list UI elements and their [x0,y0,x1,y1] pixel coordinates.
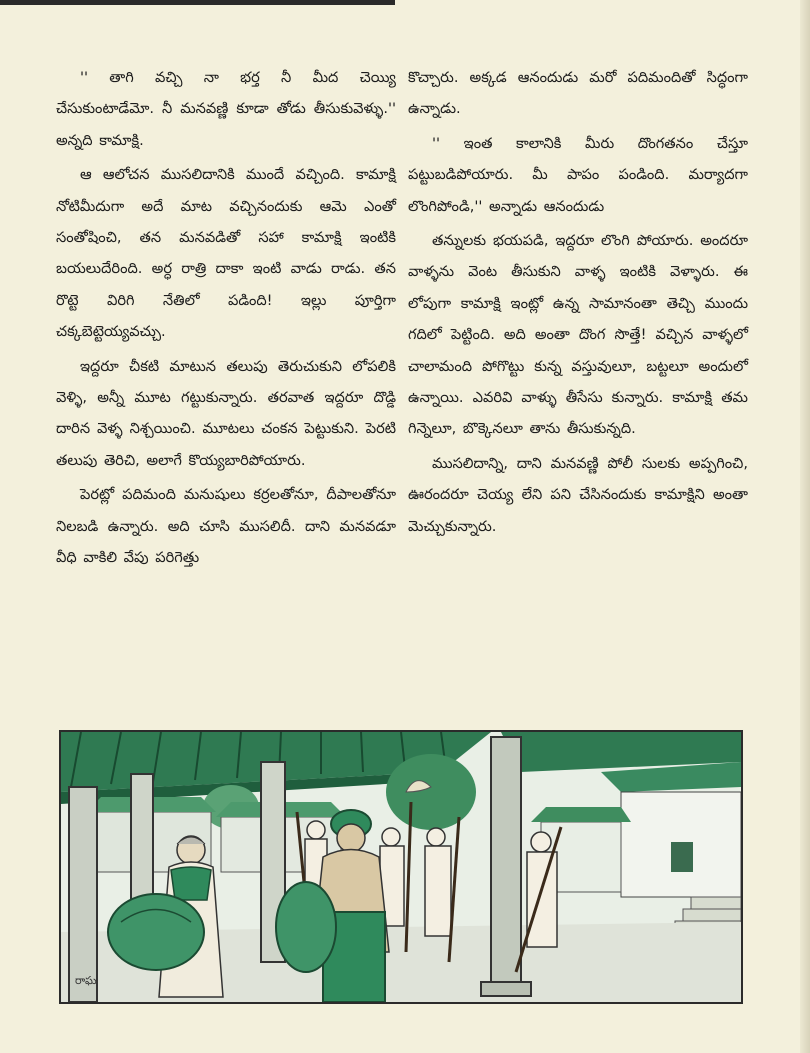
paragraph: ఇద్దరూ చీకటి మాటున తలుపు తెరుచుకుని లోపలికి వెళ్ళి, అన్నీ మూట గట్టుకున్నారు. తరవాత ఇద్దరూ దొడ్డి దారిన వెళ్ళ నిశ్చయించి. మూటలు చంకన పెట్టుకుని. పెరటి తలుపు తెరిచి, అలాగే కొయ్యబారిపోయారు. [56,357,396,469]
courtyard-scene [61,732,741,1002]
tree [386,754,476,830]
page-edge-shade [800,0,810,1053]
paragraph: తన్నులకు భయపడి, ఇద్దరూ లొంగి పోయారు. అందరూ వాళ్ళను వెంట తీసుకుని వాళ్ళ ఇంటికి వెళ్ళారు. ఈ లోపుగా కామాక్షి ఇంట్లో ఉన్న సామానంతా తెచ్చి ముందు గదిలో పెట్టింది. అది అంతా దొంగ సొత్తే! వచ్చిన వాళ్ళలో చాలామంది పోగొట్టు కున్న వస్తువులూ, బట్టలూ అందులో ఉన్నాయి. ఎవరివి వాళ్ళు తీసేసు కున్నారు. కామాక్షి తమ గిన్నెలూ, బొక్కెనలూ తాను తీసుకున్నది. [408,232,748,438]
paragraph: '' ఇంత కాలానికి మీరు దొంగతనం చేస్తూ పట్టుబడిపోయారు. మీ పాపం పండింది. మర్యాదగా లొంగిపోండి,'' అన్నాడు ఆనందుడు [408,134,748,215]
artist-signature: రాఘ [75,974,97,987]
paragraph: '' తాగి వచ్చి నా భర్త నీ మీద చెయ్యి చేసుకుంటాడేమో. నీ మనవణ్ణి కూడా తోడు తీసుకువెళ్ళు.'' అన్నది కామాక్షి. [56,69,396,149]
paragraph: ముసలిదాన్ని, దాని మనవణ్ణి పోలీ సులకు అప్పగించి, ఊరందరూ చెయ్య లేని పని చేసినందుకు కామాక్షిని అంతా మెచ్చుకున్నారు. [408,454,748,535]
paragraph: ఆ ఆలోచన ముసలిదానికి ముందే వచ్చింది. కామాక్షి నోటిమీదుగా అదే మాట వచ్చినందుకు ఆమె ఎంతో సంతోషించి, తన మనవడితో సహా కామాక్షి ఇంటికి బయలుదేరింది. అర్ధ రాత్రి దాకా ఇంటి వాడు రాడు. తన రొట్టె విరిగి నేతిలో పడింది! ఇల్లు పూర్తిగా చక్కబెట్టెయ్యవచ్చు. [56,166,396,341]
paragraph: పెరట్లో పదిమంది మనుషులు కర్రలతోనూ, దీపాలతోనూ నిలబడి ఉన్నారు. అది చూసి ముసలిదీ. దాని మనవడూ వీధి వాకిలి వేపు పరిగెత్తు [56,486,396,567]
top-edge-rule [0,0,395,5]
left-text-column [56,62,396,574]
right-text-column [408,62,748,542]
paragraph: కొచ్చారు. అక్కడ ఆనందుడు మరో పదిమందితో సిద్ధంగా ఉన్నాడు. [408,69,748,118]
story-illustration [59,730,743,1004]
stolen-goods-bundle [108,894,204,970]
